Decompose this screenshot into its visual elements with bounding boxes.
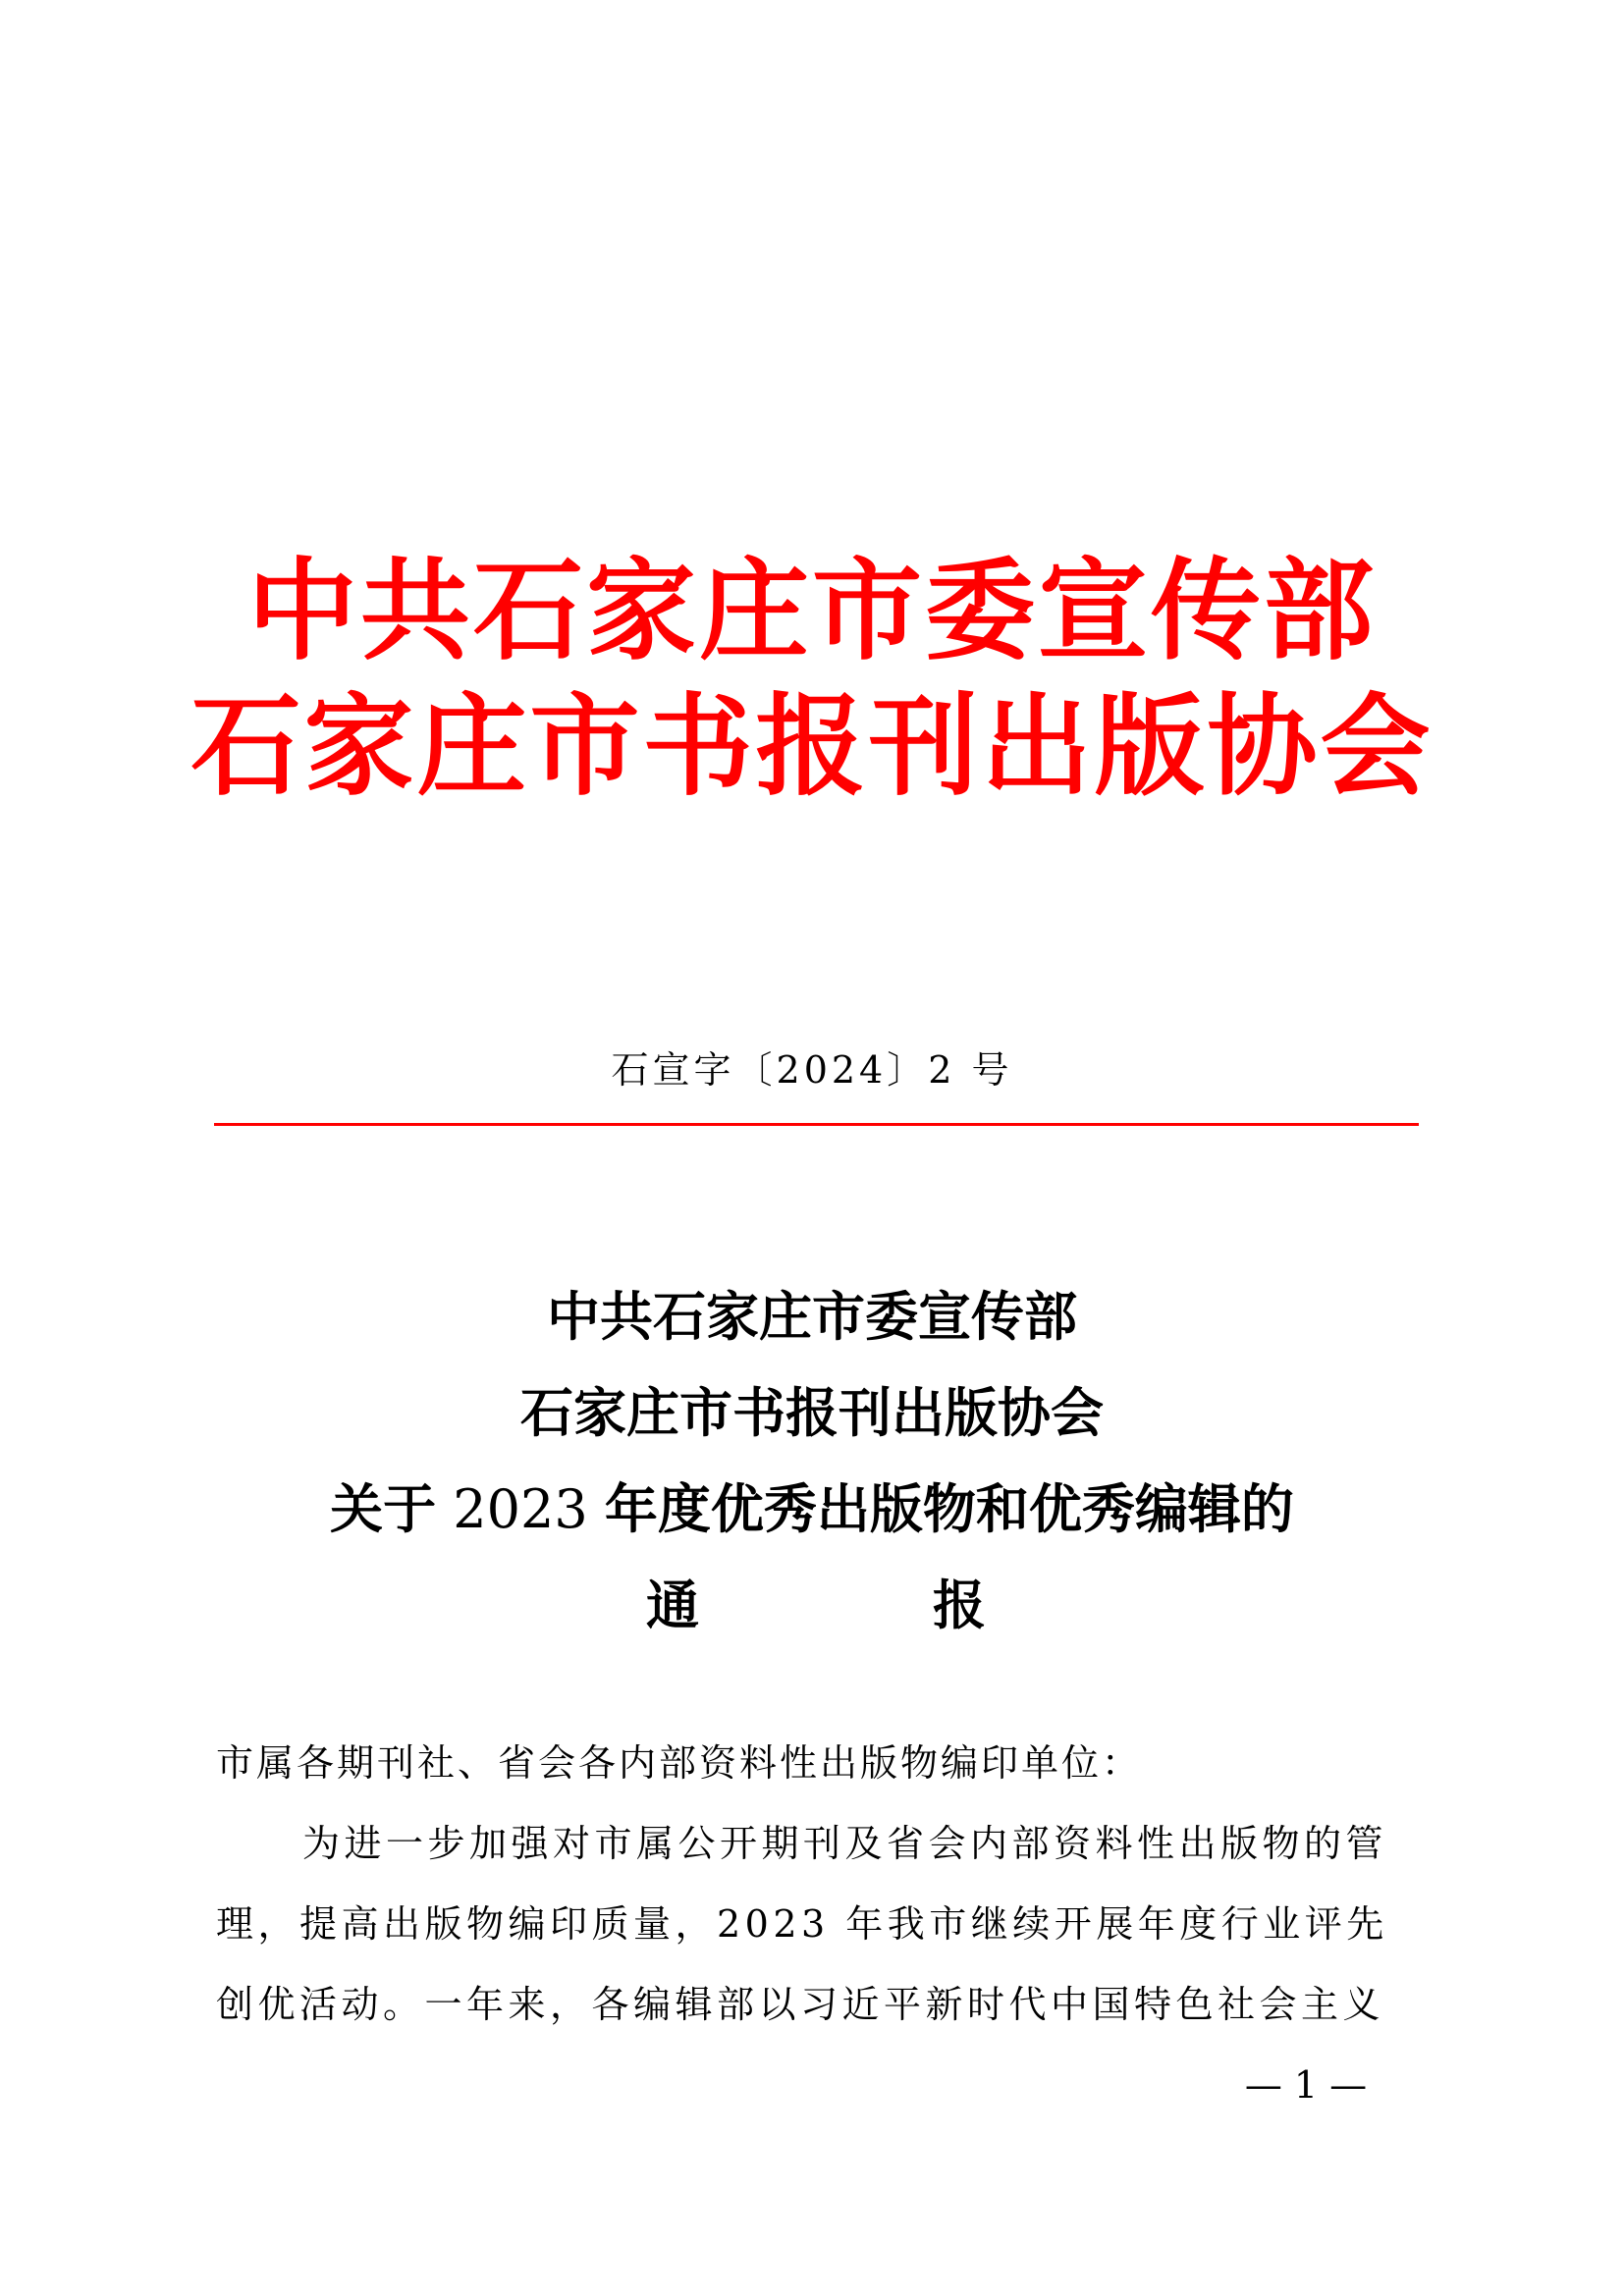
body-line-3: 创优活动。一年来，各编辑部以习近平新时代中国特色社会主义: [216, 1983, 1385, 2026]
notice-title-line-3-suffix: 年度优秀出版物和优秀编辑的: [604, 1477, 1294, 1540]
body-line-2: 理，提高出版物编印质量，2023 年我市继续开展年度行业评先: [216, 1902, 1388, 1946]
notice-heading-char-2: 报: [933, 1574, 986, 1636]
page-number: — 1 —: [1244, 2063, 1368, 2107]
salutation: 市属各期刊社、省会各内部资料性出版物编印单位：: [216, 1741, 1143, 1785]
issuer-name-propaganda-dept: 中共石家庄市委宣传部: [247, 547, 1377, 675]
body-line-1: 为进一步加强对市属公开期刊及省会内部资料性出版物的管: [302, 1822, 1388, 1865]
red-divider-line: [214, 1123, 1419, 1126]
notice-title-year: 2023: [436, 1478, 605, 1540]
notice-heading: [0, 1571, 1624, 1639]
notice-title-line-1: 中共石家庄市委宣传部: [547, 1285, 1077, 1348]
document-number: 石宣字〔2024〕2 号: [611, 1048, 1013, 1092]
notice-heading-char-1: 通: [646, 1574, 699, 1636]
issuer-name-publishing-association: 石家庄市书报刊出版协会: [190, 682, 1434, 811]
notice-title-line-3-prefix: 关于: [330, 1477, 437, 1540]
notice-title-line-2: 石家庄市书报刊出版协会: [520, 1381, 1104, 1444]
notice-title-line-3: [0, 1474, 1624, 1544]
